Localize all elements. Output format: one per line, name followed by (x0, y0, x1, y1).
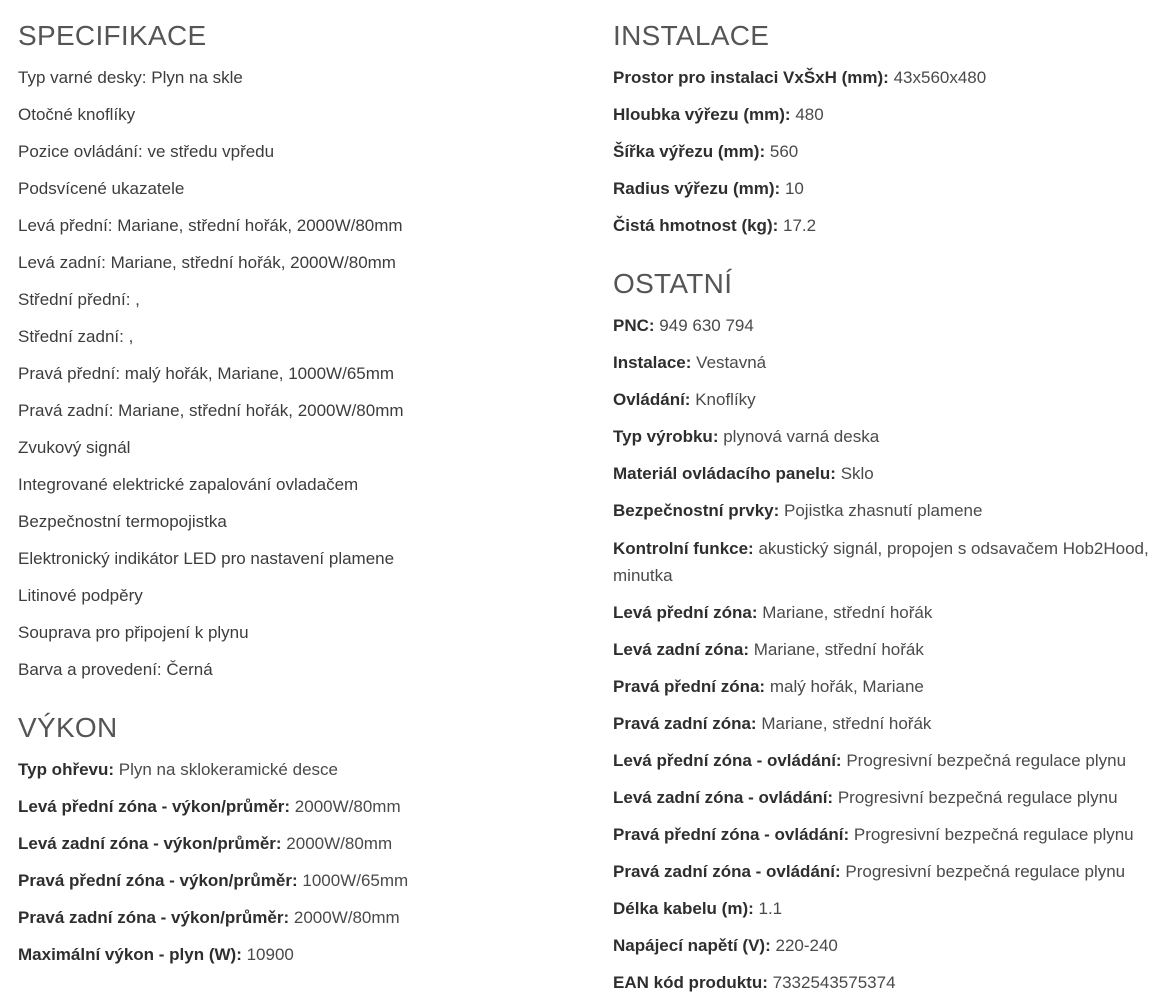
left-column (18, 0, 578, 974)
item-value: 480 (795, 105, 824, 124)
item-key: Pravá zadní zóna - ovládání: (613, 862, 841, 881)
item-value: 949 630 794 (659, 316, 754, 335)
list-item (613, 632, 1161, 669)
item-key: Pravá přední zóna: (613, 677, 766, 696)
item-value: plynová varná deska (723, 427, 880, 446)
instalace-list (613, 60, 1161, 245)
item-value: malý hořák, Mariane (769, 677, 924, 696)
section-title-instalace: INSTALACE (613, 20, 770, 51)
item-key: Délka kabelu (m): (613, 899, 754, 918)
vykon-list (18, 752, 578, 974)
item-key: Levá přední zóna - výkon/průměr: (18, 797, 291, 816)
right-column (613, 0, 1161, 1002)
item-key: Bezpečnostní prvky: (613, 501, 780, 520)
item-key: Levá zadní zóna: (613, 640, 750, 659)
item-key: Prostor pro instalaci VxŠxH (mm): (613, 68, 889, 87)
item-key: Typ výrobku: (613, 427, 719, 446)
item-key: Levá přední zóna: (613, 603, 758, 622)
list-item (613, 743, 1161, 780)
list-item (18, 863, 578, 900)
list-item: Pozice ovládání: ve středu vpředu (18, 142, 275, 161)
list-item: Střední zadní: , (18, 327, 134, 346)
item-key: Šířka výřezu (mm): (613, 142, 766, 161)
item-key: Hloubka výřezu (mm): (613, 105, 791, 124)
item-value: Mariane, střední hořák (761, 714, 932, 733)
list-item: Litinové podpěry (18, 586, 143, 605)
list-item (613, 780, 1161, 817)
item-value: 560 (769, 142, 799, 161)
list-item: Podsvícené ukazatele (18, 179, 185, 198)
item-value: 43x560x480 (893, 68, 987, 87)
list-item: Integrované elektrické zapalování ovladačem (18, 475, 359, 494)
item-key: Ovládání: (613, 390, 691, 409)
item-value: 10900 (246, 945, 294, 964)
list-item (613, 706, 1161, 743)
list-item (613, 134, 1161, 171)
list-item (613, 60, 1161, 97)
item-key: Pravá zadní zóna - výkon/průměr: (18, 908, 290, 927)
item-value: 2000W/80mm (286, 834, 393, 853)
item-key: Pravá zadní zóna: (613, 714, 757, 733)
list-item (613, 171, 1161, 208)
item-key: Materiál ovládacího panelu: (613, 464, 836, 483)
item-value: akustický signál, propojen s odsavačem Hob2Hood, minutka (613, 539, 1149, 585)
list-item (18, 752, 578, 789)
list-item (613, 891, 1161, 928)
section-title-ostatni: OSTATNÍ (613, 268, 733, 299)
item-key: Čistá hmotnost (kg): (613, 216, 779, 235)
item-key: EAN kód produktu: (613, 973, 768, 992)
list-item (613, 456, 1161, 493)
list-item (613, 308, 1161, 345)
item-value: Progresivní bezpečná regulace plynu (837, 788, 1118, 807)
ostatni-list (613, 308, 1161, 1002)
list-item (613, 669, 1161, 706)
item-value: 17.2 (783, 216, 817, 235)
item-value: Mariane, střední hořák (753, 640, 924, 659)
item-value: 1000W/65mm (302, 871, 409, 890)
item-key: PNC: (613, 316, 655, 335)
list-item: Otočné knoflíky (18, 105, 136, 124)
specifikace-list (18, 60, 578, 689)
list-item (613, 854, 1161, 891)
item-value: Progresivní bezpečná regulace plynu (845, 862, 1126, 881)
item-key: Kontrolní funkce: (613, 539, 754, 558)
item-value: Mariane, střední hořák (762, 603, 933, 622)
list-item (613, 965, 1161, 1002)
list-item: Pravá zadní: Mariane, střední hořák, 2000W/80mm (18, 401, 404, 420)
list-item (613, 97, 1161, 134)
item-key: Typ ohřevu: (18, 760, 115, 779)
list-item: Typ varné desky: Plyn na skle (18, 68, 243, 87)
item-key: Radius výřezu (mm): (613, 179, 781, 198)
list-item (18, 900, 578, 937)
section-title-specifikace: SPECIFIKACE (18, 20, 207, 51)
item-value: 7332543575374 (772, 973, 896, 992)
list-item (613, 595, 1161, 632)
list-item: Souprava pro připojení k plynu (18, 623, 249, 642)
item-value: 1.1 (758, 899, 783, 918)
list-item: Pravá přední: malý hořák, Mariane, 1000W/65mm (18, 364, 395, 383)
item-key: Levá zadní zóna - ovládání: (613, 788, 834, 807)
item-value: 2000W/80mm (293, 908, 400, 927)
list-item (18, 826, 578, 863)
list-item (613, 493, 1161, 530)
list-item (18, 937, 578, 974)
list-item (613, 530, 1161, 595)
item-key: Instalace: (613, 353, 692, 372)
item-key: Maximální výkon - plyn (W): (18, 945, 242, 964)
item-value: 10 (784, 179, 804, 198)
item-value: Sklo (840, 464, 874, 483)
list-item (18, 789, 578, 826)
item-key: Pravá přední zóna - výkon/průměr: (18, 871, 298, 890)
list-item (613, 928, 1161, 965)
list-item (613, 345, 1161, 382)
item-value: Progresivní bezpečná regulace plynu (853, 825, 1134, 844)
item-value: Pojistka zhasnutí plamene (784, 501, 983, 520)
list-item: Elektronický indikátor LED pro nastavení plamene (18, 549, 395, 568)
list-item: Barva a provedení: Černá (18, 660, 213, 679)
list-item: Střední přední: , (18, 290, 140, 309)
list-item: Bezpečnostní termopojistka (18, 512, 227, 531)
item-value: Progresivní bezpečná regulace plynu (846, 751, 1127, 770)
item-key: Pravá přední zóna - ovládání: (613, 825, 850, 844)
list-item: Zvukový signál (18, 438, 131, 457)
item-value: 2000W/80mm (294, 797, 401, 816)
list-item (613, 817, 1161, 854)
list-item: Levá zadní: Mariane, střední hořák, 2000W/80mm (18, 253, 396, 272)
item-value: Plyn na sklokeramické desce (118, 760, 338, 779)
section-title-vykon: VÝKON (18, 712, 118, 743)
item-value: 220-240 (775, 936, 838, 955)
list-item (613, 419, 1161, 456)
item-value: Vestavná (696, 353, 767, 372)
list-item (613, 208, 1161, 245)
list-item: Levá přední: Mariane, střední hořák, 2000W/80mm (18, 216, 403, 235)
list-item (613, 382, 1161, 419)
item-key: Napájecí napětí (V): (613, 936, 771, 955)
item-key: Levá zadní zóna - výkon/průměr: (18, 834, 282, 853)
item-value: Knoflíky (695, 390, 756, 409)
item-key: Levá přední zóna - ovládání: (613, 751, 842, 770)
